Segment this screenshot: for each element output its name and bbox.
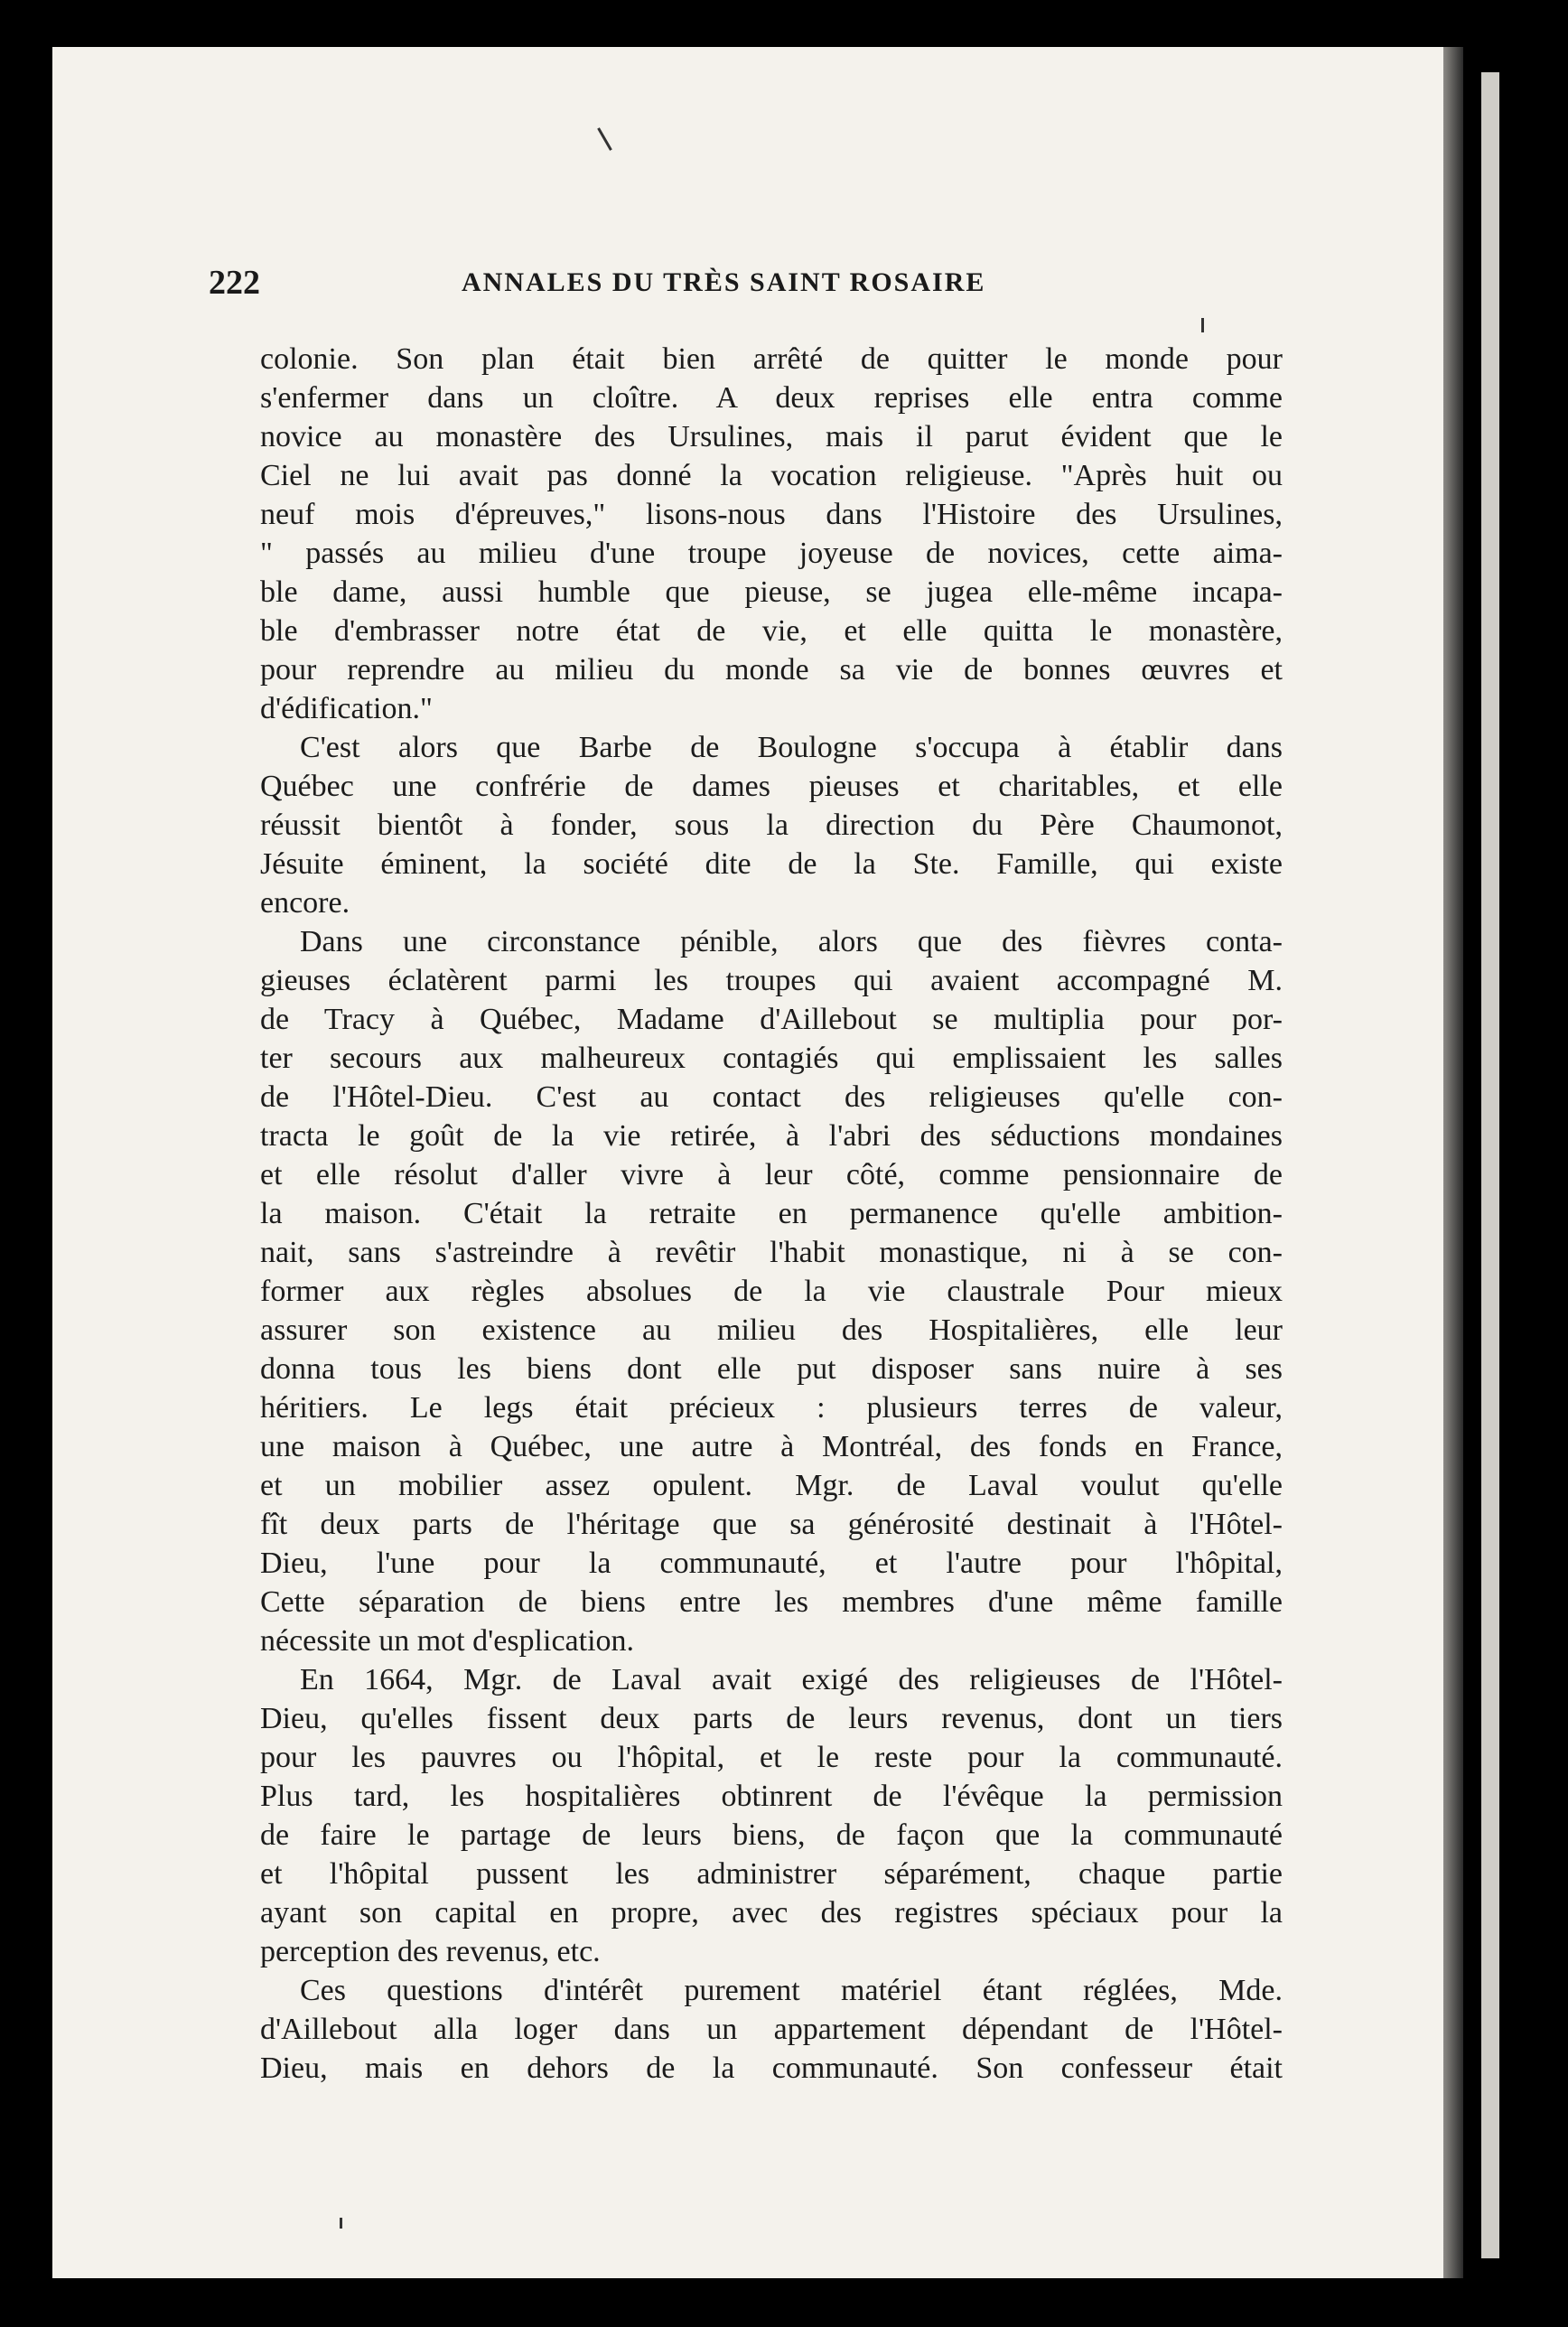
scan-speck — [340, 2218, 342, 2229]
text-line: assurer son existence au milieu des Hospitalières, elle leur — [260, 1313, 1283, 1347]
text-line: gieuses éclatèrent parmi les troupes qui avaient accompagné M. — [260, 964, 1283, 997]
adjacent-page-edge — [1481, 72, 1499, 2258]
text-line: Dieu, l'une pour la communauté, et l'autre pour l'hôpital, — [260, 1547, 1283, 1580]
text-line: une maison à Québec, une autre à Montréal, des fonds en France, — [260, 1430, 1283, 1463]
text-line: pour les pauvres ou l'hôpital, et le reste pour la communauté. — [260, 1741, 1283, 1774]
text-line: ayant son capital en propre, avec des registres spéciaux pour la — [260, 1896, 1283, 1930]
text-line: nait, sans s'astreindre à revêtir l'habit monastique, ni à se con- — [260, 1236, 1283, 1269]
text-line: Québec une confrérie de dames pieuses et charitables, et elle — [260, 770, 1283, 803]
text-line: et l'hôpital pussent les administrer séparément, chaque partie — [260, 1857, 1283, 1891]
page-number: 222 — [209, 264, 260, 302]
text-line: et elle résolut d'aller vivre à leur côté, comme pensionnaire de — [260, 1158, 1283, 1192]
text-line: de Tracy à Québec, Madame d'Aillebout se multiplia pour por- — [260, 1003, 1283, 1036]
scan-speck — [1201, 318, 1204, 332]
text-line: Dieu, qu'elles fissent deux parts de leurs revenus, dont un tiers — [260, 1702, 1283, 1735]
text-line: ble dame, aussi humble que pieuse, se jugea elle-même incapa- — [260, 575, 1283, 609]
page-header — [209, 256, 1283, 310]
text-line: fît deux parts de l'héritage que sa générosité destinait à l'Hôtel- — [260, 1508, 1283, 1541]
text-line: réussit bientôt à fonder, sous la direction du Père Chaumonot, — [260, 808, 1283, 842]
text-line: ble d'embrasser notre état de vie, et elle quitta le monastère, — [260, 614, 1283, 648]
text-line: novice au monastère des Ursulines, mais il parut évident que le — [260, 420, 1283, 453]
text-line: C'est alors que Barbe de Boulogne s'occupa à établir dans — [300, 731, 1283, 764]
text-line: de faire le partage de leurs biens, de façon que la communauté — [260, 1818, 1283, 1852]
text-line: Dans une circonstance pénible, alors que des fièvres conta- — [300, 925, 1283, 958]
text-line: " passés au milieu d'une troupe joyeuse de novices, cette aima- — [260, 537, 1283, 570]
text-line: s'enfermer dans un cloître. A deux reprises elle entra comme — [260, 381, 1283, 415]
text-line: ter secours aux malheureux contagiés qui emplissaient les salles — [260, 1042, 1283, 1075]
page-edge-shadow — [1443, 47, 1463, 2278]
text-line: En 1664, Mgr. de Laval avait exigé des religieuses de l'Hôtel- — [300, 1663, 1283, 1696]
text-line: tracta le goût de la vie retirée, à l'abri des séductions mondaines — [260, 1119, 1283, 1153]
text-line: perception des revenus, etc. — [260, 1935, 601, 1968]
text-line: encore. — [260, 886, 350, 920]
body-text — [260, 340, 1283, 2088]
text-line: colonie. Son plan était bien arrêté de quitter le monde pour — [260, 342, 1283, 376]
text-line: et un mobilier assez opulent. Mgr. de Laval voulut qu'elle — [260, 1469, 1283, 1502]
text-line: d'édification." — [260, 692, 433, 725]
text-line: d'Aillebout alla loger dans un appartement dépendant de l'Hôtel- — [260, 2013, 1283, 2046]
text-line: Jésuite éminent, la société dite de la Ste. Famille, qui existe — [260, 847, 1283, 881]
text-line: nécessite un mot d'esplication. — [260, 1624, 635, 1658]
text-line: neuf mois d'épreuves," lisons-nous dans l'Histoire des Ursulines, — [260, 498, 1283, 531]
text-line: la maison. C'était la retraite en permanence qu'elle ambition- — [260, 1197, 1283, 1230]
text-line: Ces questions d'intérêt purement matériel étant réglées, Mde. — [300, 1974, 1283, 2007]
text-line: pour reprendre au milieu du monde sa vie de bonnes œuvres et — [260, 653, 1283, 687]
text-line: héritiers. Le legs était précieux : plusieurs terres de valeur, — [260, 1391, 1283, 1425]
text-line: donna tous les biens dont elle put disposer sans nuire à ses — [260, 1352, 1283, 1386]
text-line: Cette séparation de biens entre les membres d'une même famille — [260, 1585, 1283, 1619]
text-line: Ciel ne lui avait pas donné la vocation religieuse. "Après huit ou — [260, 459, 1283, 492]
text-line: de l'Hôtel-Dieu. C'est au contact des religieuses qu'elle con- — [260, 1080, 1283, 1114]
text-line: Dieu, mais en dehors de la communauté. Son confesseur était — [260, 2051, 1283, 2085]
running-title: ANNALES DU TRÈS SAINT ROSAIRE — [462, 267, 986, 297]
text-line: Plus tard, les hospitalières obtinrent de l'évêque la permission — [260, 1780, 1283, 1813]
text-line: former aux règles absolues de la vie claustrale Pour mieux — [260, 1275, 1283, 1308]
